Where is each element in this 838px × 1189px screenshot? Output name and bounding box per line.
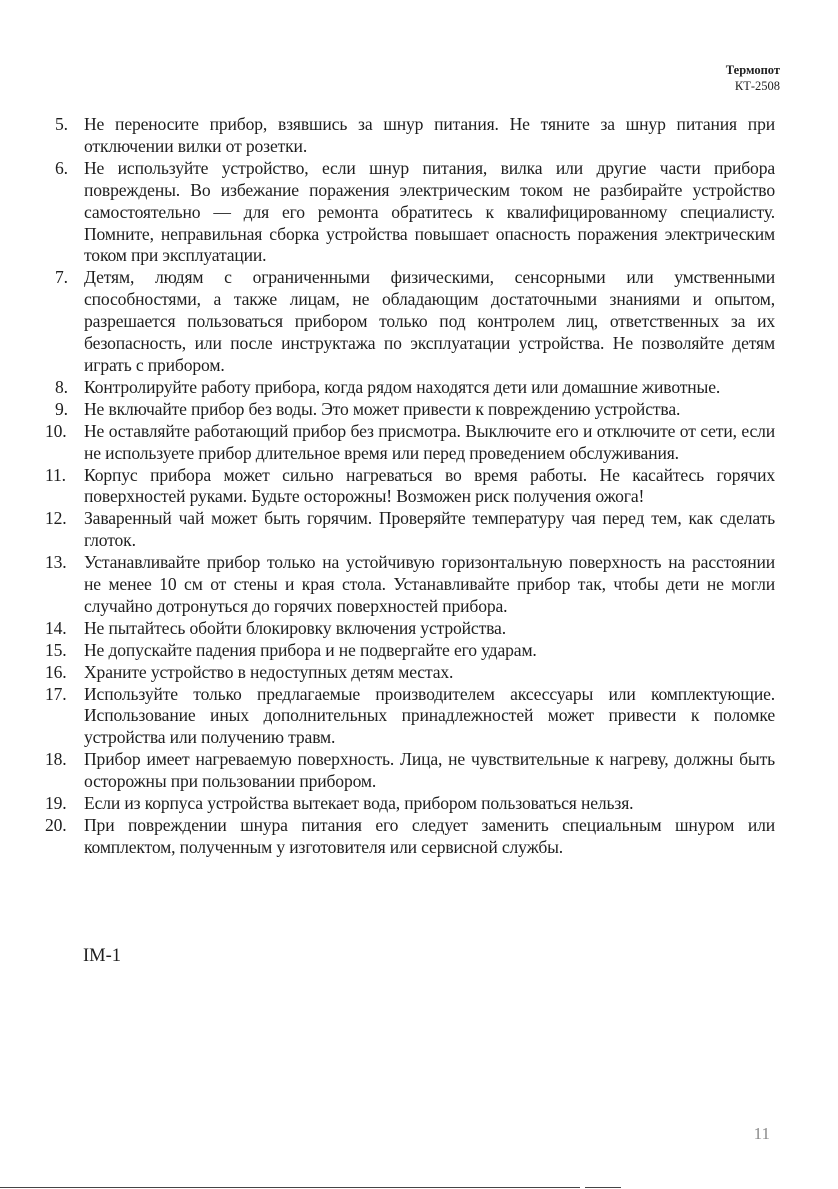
item-number (45, 793, 83, 815)
product-title: Термопот (725, 63, 780, 77)
item-text: Не пытайтесь обойти блокировку включения устройства. (84, 617, 506, 638)
item-number (45, 552, 83, 574)
item-number-text: 11. (45, 464, 66, 485)
item-text: При повреждении шнура питания его следует заменить специальным шнуром или комплектом, полученным у изготовителя или сервисной службы. (84, 815, 775, 857)
list-item (45, 399, 775, 421)
item-number (45, 640, 83, 662)
item-number-text: 10. (45, 420, 67, 441)
item-number (45, 421, 83, 443)
item-number-text: 16. (45, 661, 67, 682)
list-item (45, 377, 775, 399)
item-number (45, 508, 83, 530)
list-item (45, 618, 775, 640)
safety-instructions-list (45, 114, 775, 859)
list-item (45, 793, 775, 815)
item-number-text: 19. (45, 793, 67, 814)
bottom-rule (0, 1187, 580, 1188)
list-item (45, 749, 775, 793)
document-code: IM-1 (83, 946, 122, 966)
list-item (45, 815, 775, 859)
item-number-text: 17. (45, 683, 67, 704)
item-text: Не переносите прибор, взявшись за шнур питания. Не тяните за шнур питания при отключении вилки от розетки. (84, 114, 775, 156)
item-text: Контролируйте работу прибора, когда рядом находятся дети или домашние животные. (84, 376, 721, 397)
list-item (45, 158, 775, 268)
list-item (45, 114, 775, 158)
item-number-text: 9. (55, 398, 68, 419)
list-item (45, 684, 775, 750)
item-text: Заваренный чай может быть горячим. Проверяйте температуру чая перед тем, как сделать глоток. (84, 508, 775, 551)
item-number-text: 18. (45, 749, 67, 770)
page-number: 11 (753, 1124, 770, 1143)
list-item (45, 267, 775, 377)
item-text: Если из корпуса устройства вытекает вода, прибором пользоваться нельзя. (84, 793, 634, 814)
list-item (45, 662, 775, 684)
item-number-text: 13. (45, 552, 67, 573)
item-text: Устанавливайте прибор только на устойчивую горизонтальную поверхность на расстоянии не менее 10 см от стены и края стола. Устанавливайте прибор так, чтобы дети не могли случайно дотронуться до горячих поверхностей прибора. (84, 552, 775, 616)
product-model: КТ-2508 (734, 79, 780, 93)
item-number-text: 7. (55, 267, 68, 288)
item-number-text: 6. (55, 157, 68, 178)
item-number (45, 815, 83, 837)
item-text: Не оставляйте работающий прибор без присмотра. Выключите его и отключите от сети, если не используете прибор длительное время или перед проведением обслуживания. (84, 420, 775, 463)
item-number-text: 15. (45, 639, 67, 660)
item-number-text: 8. (55, 376, 68, 397)
list-item (45, 552, 775, 618)
item-text: Прибор имеет нагреваемую поверхность. Лица, не чувствительные к нагреву, должны быть осторожны при пользовании прибором. (84, 749, 775, 792)
item-number (45, 399, 83, 421)
item-text: Детям, людям с ограниченными физическими, сенсорными или умственными способностями, а также лицам, не обладающим достаточными знаниями и опытом, разрешается пользоваться прибором только под контролем лиц, ответственных за их безопасность, или после инструктажа по эксплуатации устройства. Не позволяйте детям играть с прибором. (84, 267, 775, 375)
item-number (45, 158, 83, 180)
item-number (45, 618, 83, 640)
item-text: Используйте только предлагаемые производителем аксессуары или комплектующие. Использование иных дополнительных принадлежностей может привести к поломке устройства или получению травм. (84, 683, 775, 748)
item-text: Не допускайте падения прибора и не подвергайте его ударам. (84, 639, 537, 660)
item-number-text: 20. (45, 815, 67, 835)
item-number (45, 749, 83, 771)
item-text: Храните устройство в недоступных детям местах. (84, 661, 454, 682)
list-item (45, 508, 775, 552)
item-text: Не используйте устройство, если шнур питания, вилка или другие части прибора повреждены. Во избежание поражения электрическим током не разбирайте устройство самостоятельно — для его ремонта обратитесь к квалифицированному специалисту. Помните, неправильная сборка устройства повышает опасность поражения электрическим током при эксплуатации. (84, 157, 775, 266)
bottom-mark (585, 1187, 621, 1188)
item-number-text: 14. (45, 617, 67, 638)
item-number (45, 267, 83, 289)
list-item (45, 465, 775, 509)
list-item (45, 640, 775, 662)
item-number (45, 377, 83, 399)
item-number (45, 684, 83, 706)
item-number (45, 465, 83, 487)
item-number (45, 662, 83, 684)
item-text: Корпус прибора может сильно нагреваться во время работы. Не касайтесь горячих поверхностей руками. Будьте осторожны! Возможен риск получения ожога! (84, 464, 775, 507)
page-header (726, 62, 780, 94)
item-number-text: 5. (55, 114, 68, 134)
item-number-text: 12. (45, 508, 67, 529)
list-item (45, 421, 775, 465)
item-text: Не включайте прибор без воды. Это может привести к повреждению устройства. (84, 398, 681, 419)
item-number (45, 114, 83, 136)
